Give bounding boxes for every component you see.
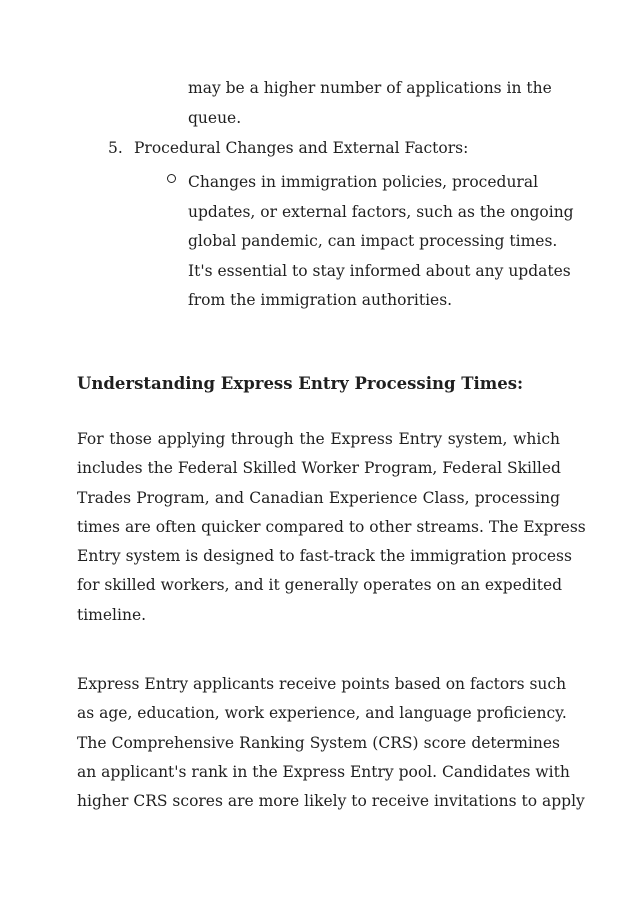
paragraph-line: includes the Federal Skilled Worker Program, Federal Skilled: [77, 459, 561, 478]
paragraph-line: Express Entry applicants receive points based on factors such: [77, 675, 567, 693]
paragraph-line: The Comprehensive Ranking System (CRS) score determines: [77, 733, 560, 752]
paragraph-line: Trades Program, and Canadian Experience Class, processing: [77, 488, 560, 507]
continuation-line-2: queue.: [188, 109, 242, 127]
sub-bullet-line: updates, or external factors, such as the ongoing: [188, 202, 574, 221]
sub-bullet-line: It's essential to stay informed about any updates: [188, 261, 571, 280]
numbered-list-item-5: [108, 138, 468, 158]
paragraph-1: [77, 425, 586, 630]
paragraph-line: times are often quicker compared to other streams. The Express: [77, 517, 586, 536]
paragraph-line: timeline.: [77, 605, 147, 624]
continuation-line-1: may be a higher number of applications in the: [188, 79, 552, 97]
sub-bullet-line: from the immigration authorities.: [188, 291, 453, 309]
list-number: 5.: [108, 139, 123, 157]
paragraph-line: Entry system is designed to fast-track the immigration process: [77, 547, 572, 566]
hollow-circle-bullet-icon: [164, 168, 184, 188]
list-item-title: Procedural Changes and External Factors:: [134, 139, 469, 157]
paragraph-line: higher CRS scores are more likely to receive invitations to apply: [77, 792, 585, 811]
sub-bullet-text: [188, 168, 574, 316]
section-heading: Understanding Express Entry Processing Times:: [77, 374, 524, 393]
paragraph-line: For those applying through the Express Entry system, which: [77, 430, 560, 448]
paragraph-line: as age, education, work experience, and language proficiency.: [77, 704, 567, 723]
paragraph-line: an applicant's rank in the Express Entry pool. Candidates with: [77, 762, 570, 781]
paragraph-2: [77, 670, 585, 816]
sub-bullet-line: Changes in immigration policies, procedural: [188, 173, 539, 191]
sub-bullet-line: global pandemic, can impact processing times.: [188, 232, 558, 250]
paragraph-line: for skilled workers, and it generally operates on an expedited: [77, 576, 563, 595]
